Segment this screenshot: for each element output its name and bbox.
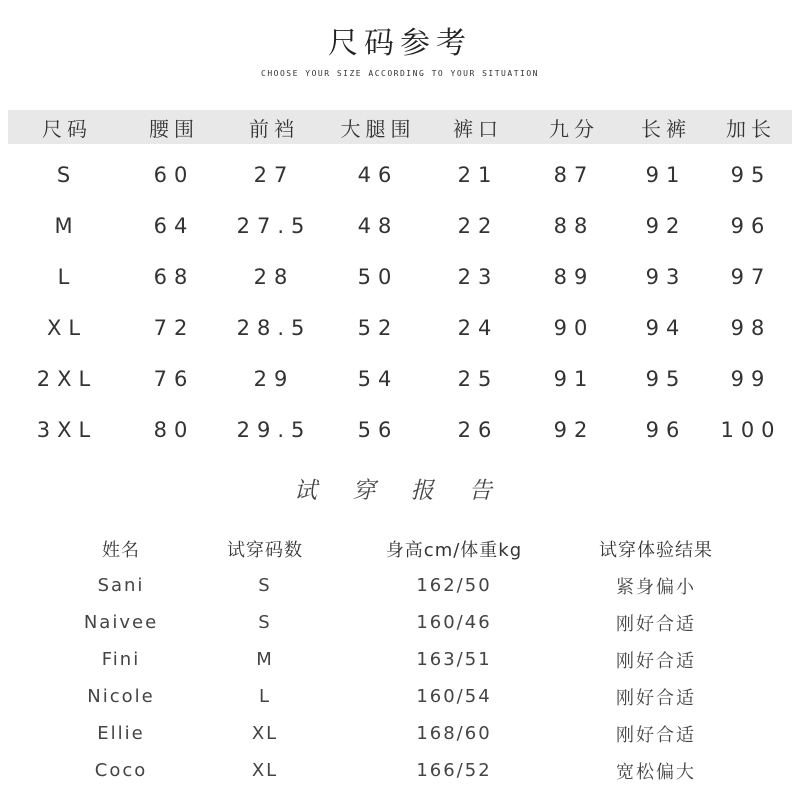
cell-waist: 64 xyxy=(153,213,195,238)
cell-thigh: 46 xyxy=(357,162,399,187)
cell-leg-opening: 24 xyxy=(457,315,499,340)
cell-name: Ellie xyxy=(97,723,145,744)
cell-front-rise: 27.5 xyxy=(236,213,312,238)
table-row xyxy=(8,200,792,251)
table-row xyxy=(60,678,760,715)
cell-leg-opening: 26 xyxy=(457,417,499,442)
cell-extra-long: 95 xyxy=(730,162,772,187)
table-row xyxy=(60,715,760,752)
cell-fit-result: 刚好合适 xyxy=(616,724,696,746)
cell-ninth-length: 92 xyxy=(553,417,595,442)
header-tried-size: 试穿码数 xyxy=(227,539,303,561)
cell-height-weight: 168/60 xyxy=(416,723,492,744)
cell-height-weight: 162/50 xyxy=(416,575,492,596)
cell-waist: 76 xyxy=(153,366,195,391)
cell-size: L xyxy=(57,264,77,289)
cell-thigh: 56 xyxy=(357,417,399,442)
cell-thigh: 52 xyxy=(357,315,399,340)
header-height-weight: 身高cm/体重kg xyxy=(385,539,523,561)
cell-tried-size: L xyxy=(258,686,272,707)
header-size: 尺码 xyxy=(42,116,92,141)
cell-name: Sani xyxy=(97,575,145,596)
cell-fit-result: 刚好合适 xyxy=(616,650,696,672)
cell-ninth-length: 90 xyxy=(553,315,595,340)
cell-extra-long: 99 xyxy=(730,366,772,391)
report-table-body xyxy=(60,567,760,789)
table-row xyxy=(60,604,760,641)
table-row xyxy=(8,404,792,455)
table-row xyxy=(8,149,792,200)
cell-tried-size: S xyxy=(258,575,272,596)
header-long-length: 长裤 xyxy=(641,116,691,141)
cell-leg-opening: 23 xyxy=(457,264,499,289)
cell-size: S xyxy=(56,162,78,187)
header-front-rise: 前裆 xyxy=(249,116,299,141)
cell-tried-size: S xyxy=(258,612,272,633)
cell-thigh: 54 xyxy=(357,366,399,391)
cell-front-rise: 29 xyxy=(253,366,295,391)
cell-waist: 60 xyxy=(153,162,195,187)
page-subtitle: CHOOSE YOUR SIZE ACCORDING TO YOUR SITUATION xyxy=(261,69,539,78)
cell-front-rise: 29.5 xyxy=(236,417,312,442)
cell-leg-opening: 22 xyxy=(457,213,499,238)
cell-thigh: 50 xyxy=(357,264,399,289)
cell-ninth-length: 89 xyxy=(553,264,595,289)
cell-name: Nicole xyxy=(87,686,155,707)
cell-leg-opening: 21 xyxy=(457,162,499,187)
cell-size: XL xyxy=(46,315,88,340)
header-leg-opening: 裤口 xyxy=(453,116,503,141)
table-row xyxy=(8,302,792,353)
cell-height-weight: 163/51 xyxy=(416,649,492,670)
table-row xyxy=(8,353,792,404)
header-waist: 腰围 xyxy=(149,116,199,141)
cell-height-weight: 160/46 xyxy=(416,612,492,633)
cell-leg-opening: 25 xyxy=(457,366,499,391)
header-ninth-length: 九分 xyxy=(549,116,599,141)
cell-extra-long: 100 xyxy=(720,417,782,442)
cell-size: M xyxy=(54,213,80,238)
table-row xyxy=(60,752,760,789)
header-fit-result: 试穿体验结果 xyxy=(599,539,713,561)
cell-thigh: 48 xyxy=(357,213,399,238)
cell-name: Coco xyxy=(94,760,148,781)
cell-long-length: 94 xyxy=(645,315,687,340)
cell-long-length: 92 xyxy=(645,213,687,238)
table-row xyxy=(8,251,792,302)
cell-front-rise: 28 xyxy=(253,264,295,289)
cell-size: 3XL xyxy=(36,417,98,442)
cell-tried-size: XL xyxy=(251,723,279,744)
cell-long-length: 95 xyxy=(645,366,687,391)
cell-long-length: 93 xyxy=(645,264,687,289)
cell-tried-size: XL xyxy=(251,760,279,781)
cell-long-length: 91 xyxy=(645,162,687,187)
cell-front-rise: 28.5 xyxy=(236,315,312,340)
fitting-report-table xyxy=(60,530,760,789)
size-table-body xyxy=(8,149,792,455)
size-table-header xyxy=(8,110,792,144)
cell-front-rise: 27 xyxy=(253,162,295,187)
table-row xyxy=(60,567,760,604)
cell-fit-result: 宽松偏大 xyxy=(616,761,696,783)
cell-height-weight: 166/52 xyxy=(416,760,492,781)
header-name: 姓名 xyxy=(102,539,140,561)
page-title: 尺码参考 xyxy=(328,26,472,61)
cell-size: 2XL xyxy=(36,366,98,391)
header-thigh: 大腿围 xyxy=(340,116,416,141)
fitting-report-title: 试 穿 报 告 xyxy=(294,478,506,504)
cell-name: Naivee xyxy=(83,612,159,633)
cell-fit-result: 刚好合适 xyxy=(616,613,696,635)
cell-waist: 80 xyxy=(153,417,195,442)
cell-extra-long: 98 xyxy=(730,315,772,340)
header-extra-long: 加长 xyxy=(726,116,776,141)
size-table xyxy=(8,110,792,455)
table-row xyxy=(60,641,760,678)
cell-ninth-length: 91 xyxy=(553,366,595,391)
cell-ninth-length: 88 xyxy=(553,213,595,238)
cell-waist: 68 xyxy=(153,264,195,289)
cell-extra-long: 96 xyxy=(730,213,772,238)
cell-name: Fini xyxy=(101,649,141,670)
cell-tried-size: M xyxy=(256,649,274,670)
cell-waist: 72 xyxy=(153,315,195,340)
cell-fit-result: 刚好合适 xyxy=(616,687,696,709)
report-header xyxy=(60,530,760,567)
cell-long-length: 96 xyxy=(645,417,687,442)
cell-ninth-length: 87 xyxy=(553,162,595,187)
cell-fit-result: 紧身偏小 xyxy=(616,576,696,598)
cell-extra-long: 97 xyxy=(730,264,772,289)
cell-height-weight: 160/54 xyxy=(416,686,492,707)
